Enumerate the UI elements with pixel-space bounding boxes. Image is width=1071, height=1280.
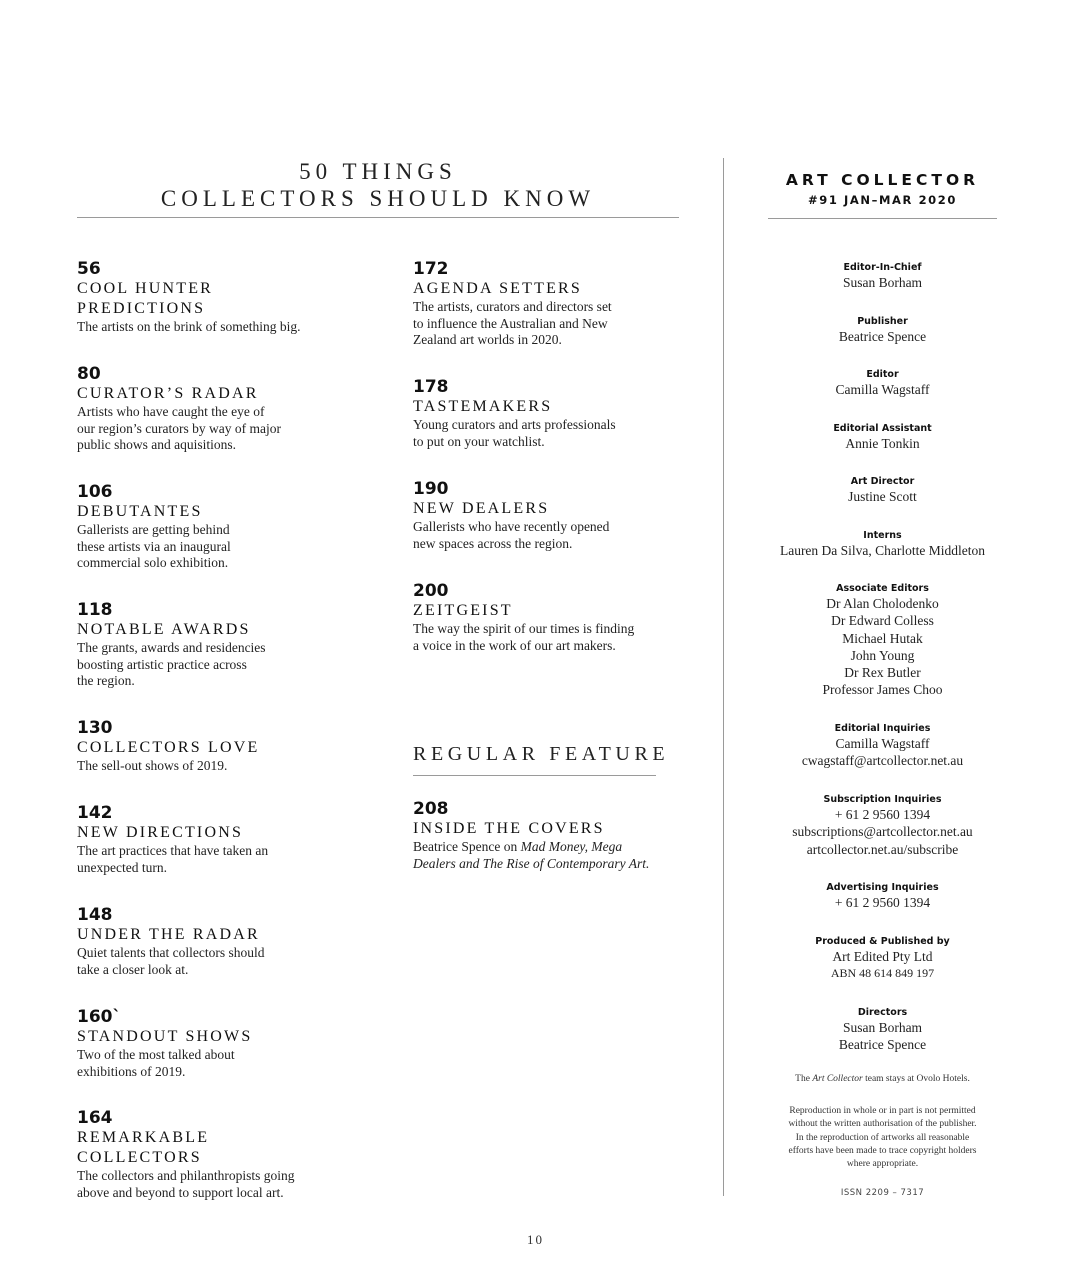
credit-role: Directors [857,1007,908,1018]
entry-description: Quiet talents that collectors should [77,945,265,960]
masthead-issue: #91 JAN–MAR 2020 [807,193,957,207]
credit-role: Publisher [857,316,908,327]
entry-description: The art practices that have taken an [77,843,269,858]
page-number: 10 [527,1232,544,1247]
contents-entry[interactable] [77,600,377,690]
credit-role: Editor-In-Chief [843,262,922,273]
credit-name: Susan Borham [842,275,923,290]
credit-role: Produced & Published by [815,936,950,947]
credit-role: Associate Editors [836,583,929,594]
note-text: The [795,1074,813,1084]
entry-title-line: COLLECTORS [77,1149,202,1166]
masthead-credit [768,315,997,345]
entry-description: Artists who have caught the eye of [77,404,265,419]
entry-title-line: NEW DEALERS [413,500,550,517]
entry-title-line: INSIDE THE COVERS [413,820,605,837]
entry-description: Zealand art worlds in 2020. [413,332,562,347]
entry-page-number: 130 [77,718,113,738]
masthead-credit [768,935,997,981]
notice-line: In the reproduction of artworks all reasonable [795,1132,970,1143]
contents-entry[interactable] [413,581,713,654]
entry-title-line: COOL HUNTER [77,280,214,297]
entry-page-number: 148 [77,905,113,925]
entry-title-line: PREDICTIONS [77,300,206,317]
contents-entry[interactable] [413,479,713,552]
entry-page-number: 172 [413,259,449,279]
entry-description: Gallerists are getting behind [77,522,230,537]
entry-page-number: 106 [77,482,113,502]
masthead-credit [768,1006,997,1054]
credit-role: Art Director [850,476,915,487]
masthead-credit [758,529,1007,559]
entry-description: The artists, curators and directors set [413,299,612,314]
email-link[interactable]: cwagstaff@artcollector.net.au [801,753,964,769]
entry-description: to influence the Australian and New [413,315,608,331]
entry-page-number: 56 [77,259,101,279]
entry-description: commercial solo exhibition. [77,555,229,570]
entry-description: unexpected turn. [77,859,167,875]
entry-title-line: CURATOR’S RADAR [77,385,259,402]
contents-entry[interactable] [77,803,377,876]
page-title-line-1: 50 THINGS [299,159,457,184]
credit-name: Professor James Choo [822,682,943,698]
entry-description: exhibitions of 2019. [77,1063,186,1079]
credit-name: Dr Edward Colless [831,613,934,629]
entry-title-line: STANDOUT SHOWS [77,1028,253,1045]
contents-entry[interactable] [413,377,713,450]
credit-name: Justine Scott [848,489,917,504]
phone-number: + 61 2 9560 1394 [834,807,931,822]
notice-line: Reproduction in whole or in part is not permitted [789,1106,976,1116]
credit-name: Dr Alan Cholodenko [826,596,939,611]
credit-name: Art Edited Pty Ltd [832,949,933,964]
contents-entry[interactable] [77,905,377,978]
entry-title-line: DEBUTANTES [77,503,203,520]
entry-page-number: 80 [77,364,101,384]
credit-name: Dr Rex Butler [844,665,921,681]
phone-number: + 61 2 9560 1394 [834,895,931,910]
web-link[interactable]: artcollector.net.au/subscribe [806,841,959,857]
credit-role: Editor [866,369,899,380]
column-divider [723,158,724,1196]
contents-entry[interactable] [77,1007,377,1080]
entry-page-number: 142 [77,803,113,823]
title-divider [77,217,679,218]
issn-number: ISSN 2209 – 7317 [840,1188,925,1198]
entry-description: Young curators and arts professionals [413,417,616,432]
reproduction-notice [758,1105,1007,1171]
entry-title-line: REMARKABLE [77,1129,210,1146]
entry-page-number: 160` [77,1007,121,1027]
masthead-credit [768,475,997,505]
hotel-note [768,1073,997,1086]
masthead-divider [768,218,997,219]
notice-line: without the written authorisation of the publisher. [788,1119,977,1130]
entry-page-number: 118 [77,600,113,620]
entry-description: above and beyond to support local art. [77,1184,284,1200]
entry-title-line: NOTABLE AWARDS [77,621,251,638]
notice-line: where appropriate. [846,1159,919,1170]
contents-entry[interactable] [77,259,377,336]
entry-description: these artists via an inaugural [77,538,231,554]
masthead-credit [768,261,997,291]
masthead-title: ART COLLECTOR [785,171,980,189]
entry-title-line: NEW DIRECTIONS [77,824,244,841]
regular-feature-entry[interactable] [413,799,713,872]
entry-description: The collectors and philanthropists going [77,1168,295,1183]
entry-description: The sell-out shows of 2019. [77,758,228,773]
book-title-text: Dealers and The Rise of Contemporary Art. [413,855,650,871]
entry-description: our region’s curators by way of major [77,420,281,436]
credit-name: Michael Hutak [842,630,923,646]
entry-page-number: 208 [413,799,449,819]
abn-number: ABN 48 614 849 197 [830,966,935,981]
masthead-credit [768,368,997,398]
entry-description: new spaces across the region. [413,535,573,551]
entry-description: a voice in the work of our art makers. [413,637,616,653]
masthead-credit [768,582,997,699]
regular-feature-divider [413,775,656,776]
contents-entry[interactable] [413,259,713,349]
masthead-credit [768,793,997,858]
regular-feature-heading: REGULAR FEATURE [413,743,670,765]
notice-line: efforts have been made to trace copyright holders [788,1145,977,1156]
entry-title-line: COLLECTORS LOVE [77,739,260,756]
contents-entry[interactable] [77,364,377,454]
credit-name: Beatrice Spence [838,329,927,344]
desc-text: Beatrice Spence on [413,839,521,854]
email-link[interactable]: subscriptions@artcollector.net.au [792,824,973,840]
credit-name: Susan Borham [842,1020,923,1035]
credit-role: Editorial Assistant [833,423,932,434]
entry-description: Two of the most talked about [77,1047,235,1062]
credit-role: Subscription Inquiries [823,794,942,805]
entry-description: to put on your watchlist. [413,433,545,449]
entry-description: The grants, awards and residencies [77,640,266,655]
entry-page-number: 164 [77,1108,113,1128]
entry-title-line: ZEITGEIST [413,602,513,619]
credit-name: Beatrice Spence [838,1037,927,1053]
entry-title-line: TASTEMAKERS [413,398,553,415]
entry-description: The way the spirit of our times is finding [413,621,635,636]
entry-description: public shows and aquisitions. [77,437,236,452]
masthead-credit [768,722,997,770]
entry-description: boosting artistic practice across [77,656,247,672]
entry-page-number: 190 [413,479,449,499]
book-title-text: Mad Money, Mega [520,839,623,854]
credit-name: Camilla Wagstaff [835,382,930,397]
credit-role: Advertising Inquiries [826,882,939,893]
entry-description: take a closer look at. [77,961,189,977]
credit-name: Camilla Wagstaff [835,736,930,751]
entry-description: Gallerists who have recently opened [413,519,610,534]
contents-entry[interactable] [77,1108,397,1201]
entry-page-number: 200 [413,581,449,601]
masthead-credit [768,422,997,452]
entry-title-line: UNDER THE RADAR [77,926,260,943]
note-text: team stays at Ovolo Hotels. [862,1074,970,1084]
credit-name: Annie Tonkin [845,436,920,451]
entry-title-line: AGENDA SETTERS [413,280,583,297]
credit-name: John Young [850,647,915,663]
credit-role: Editorial Inquiries [834,723,931,734]
masthead-credit [768,881,997,911]
contents-entry[interactable] [77,482,377,572]
entry-description [413,839,713,856]
entry-page-number: 178 [413,377,449,397]
credit-name: Lauren Da Silva, Charlotte Middleton [779,543,986,558]
note-text: Art Collector [812,1074,863,1084]
entry-description: The artists on the brink of something big. [77,319,301,334]
credit-role: Interns [863,530,902,541]
contents-entry[interactable] [77,718,377,775]
page-title-line-2: COLLECTORS SHOULD KNOW [160,186,596,211]
entry-description: the region. [77,673,135,688]
page-title [77,158,679,212]
entry-description [413,856,713,873]
